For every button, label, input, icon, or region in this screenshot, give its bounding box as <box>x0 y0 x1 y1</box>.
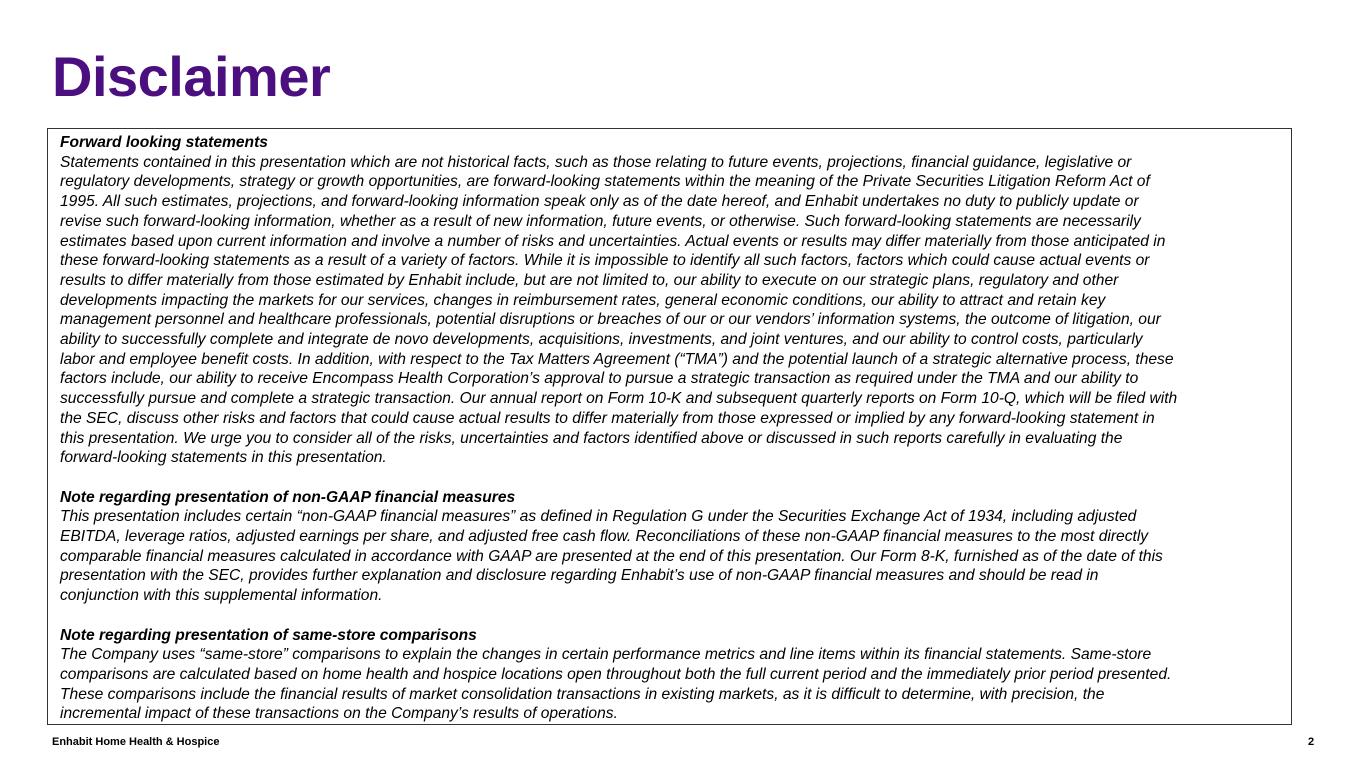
section-spacer <box>60 606 1291 626</box>
section-text-line: Statements contained in this presentation which are not historical facts, such as those relating to future events, projections, financial guidance, legislative or <box>60 153 1132 171</box>
section-text-line: this presentation. We urge you to consider all of the risks, uncertainties and factors identified above or discussed in such reports carefully in evaluating the <box>60 429 1123 447</box>
page-number: 2 <box>1308 736 1315 748</box>
section-text-line: comparable financial measures calculated in accordance with GAAP are presented at the end of this presentation. Our Form 8-K, furnished as of the date of this <box>60 547 1163 565</box>
section-text-line: regulatory developments, strategy or growth opportunities, are forward-looking statements within the meaning of the Private Securities Litigation Reform Act of <box>60 173 1150 191</box>
section-text-line: successfully pursue and complete a strategic transaction. Our annual report on Form 10-K and subsequent quarterly reports on Form 10-Q, which will be filed with <box>60 390 1178 408</box>
section-text-line: This presentation includes certain “non-GAAP financial measures” as defined in Regulation G under the Securities Exchange Act of 1934, including adjusted <box>60 508 1137 526</box>
section-text-line: 1995. All such estimates, projections, and forward-looking information speak only as of the date hereof, and Enhabit undertakes no duty to publicly update or <box>60 193 1139 211</box>
section-text-line: comparisons are calculated based on home health and hospice locations open throughout both the full current period and the immediately prior period presented. <box>60 665 1172 683</box>
section-text-line: EBITDA, leverage ratios, adjusted earnings per share, and adjusted free cash flow. Reconciliations of these non-GAAP financial measures to the most directly <box>60 528 1149 546</box>
section-heading: Note regarding presentation of same-store comparisons <box>60 626 477 644</box>
section-text-line: The Company uses “same-store” comparisons to explain the changes in certain performance metrics and line items within its financial statements. Same-store <box>60 646 1152 664</box>
section-heading: Forward looking statements <box>60 134 268 151</box>
section-text-line: labor and employee benefit costs. In addition, with respect to the Tax Matters Agreement (“TMA”) and the potential launch of a strategic alternative process, these <box>60 350 1174 368</box>
footer-company: Enhabit Home Health & Hospice <box>52 736 220 748</box>
section-text-line: These comparisons include the financial results of market consolidation transactions in existing markets, as it is difficult to determine, with precision, the <box>60 685 1105 703</box>
disclaimer-box <box>47 128 1292 725</box>
section-text-line: estimates based upon current information and involve a number of risks and uncertainties. Actual events or results may differ materially from those anticipated in <box>60 232 1166 250</box>
section-text-line: conjunction with this supplemental information. <box>60 587 383 605</box>
section-text-line: incremental impact of these transactions on the Company’s results of operations. <box>60 705 618 723</box>
section-heading: Note regarding presentation of non-GAAP financial measures <box>60 488 516 506</box>
section-text-line: these forward-looking statements as a result of a variety of factors. While it is impossible to identify all such factors, factors which could cause actual events or <box>60 252 1150 270</box>
page-title: Disclaimer <box>52 45 331 108</box>
section-text-line: the SEC, discuss other risks and factors that could cause actual results to differ materially from those expressed or implied by any forward-looking statement in <box>60 409 1155 427</box>
section-text-line: results to differ materially from those estimated by Enhabit include, but are not limited to, our ability to execute on our strategic plans, regulatory and other <box>60 271 1119 289</box>
section-text-line: developments impacting the markets for our services, changes in reimbursement rates, general economic conditions, our ability to attract and retain key <box>60 291 1106 309</box>
section-text-line: presentation with the SEC, provides further explanation and disclosure regarding Enhabit’s use of non-GAAP financial measures and should be read in <box>60 567 1099 585</box>
section-text-line: factors include, our ability to receive Encompass Health Corporation’s approval to pursue a strategic transaction as required under the TMA and our ability to <box>60 370 1139 388</box>
section-text-line: forward-looking statements in this presentation. <box>60 449 387 467</box>
section-text-line: ability to successfully complete and integrate de novo developments, acquisitions, investments, and joint ventures, and our ability to control costs, particularly <box>60 331 1143 349</box>
section-text-line: management personnel and healthcare professionals, potential disruptions or breaches of our or our vendors’ information systems, the outcome of litigation, our <box>60 311 1161 329</box>
section-spacer <box>60 468 1291 488</box>
section-text-line: revise such forward-looking information, whether as a result of new information, future events, or otherwise. Such forward-looking statements are necessarily <box>60 212 1141 230</box>
